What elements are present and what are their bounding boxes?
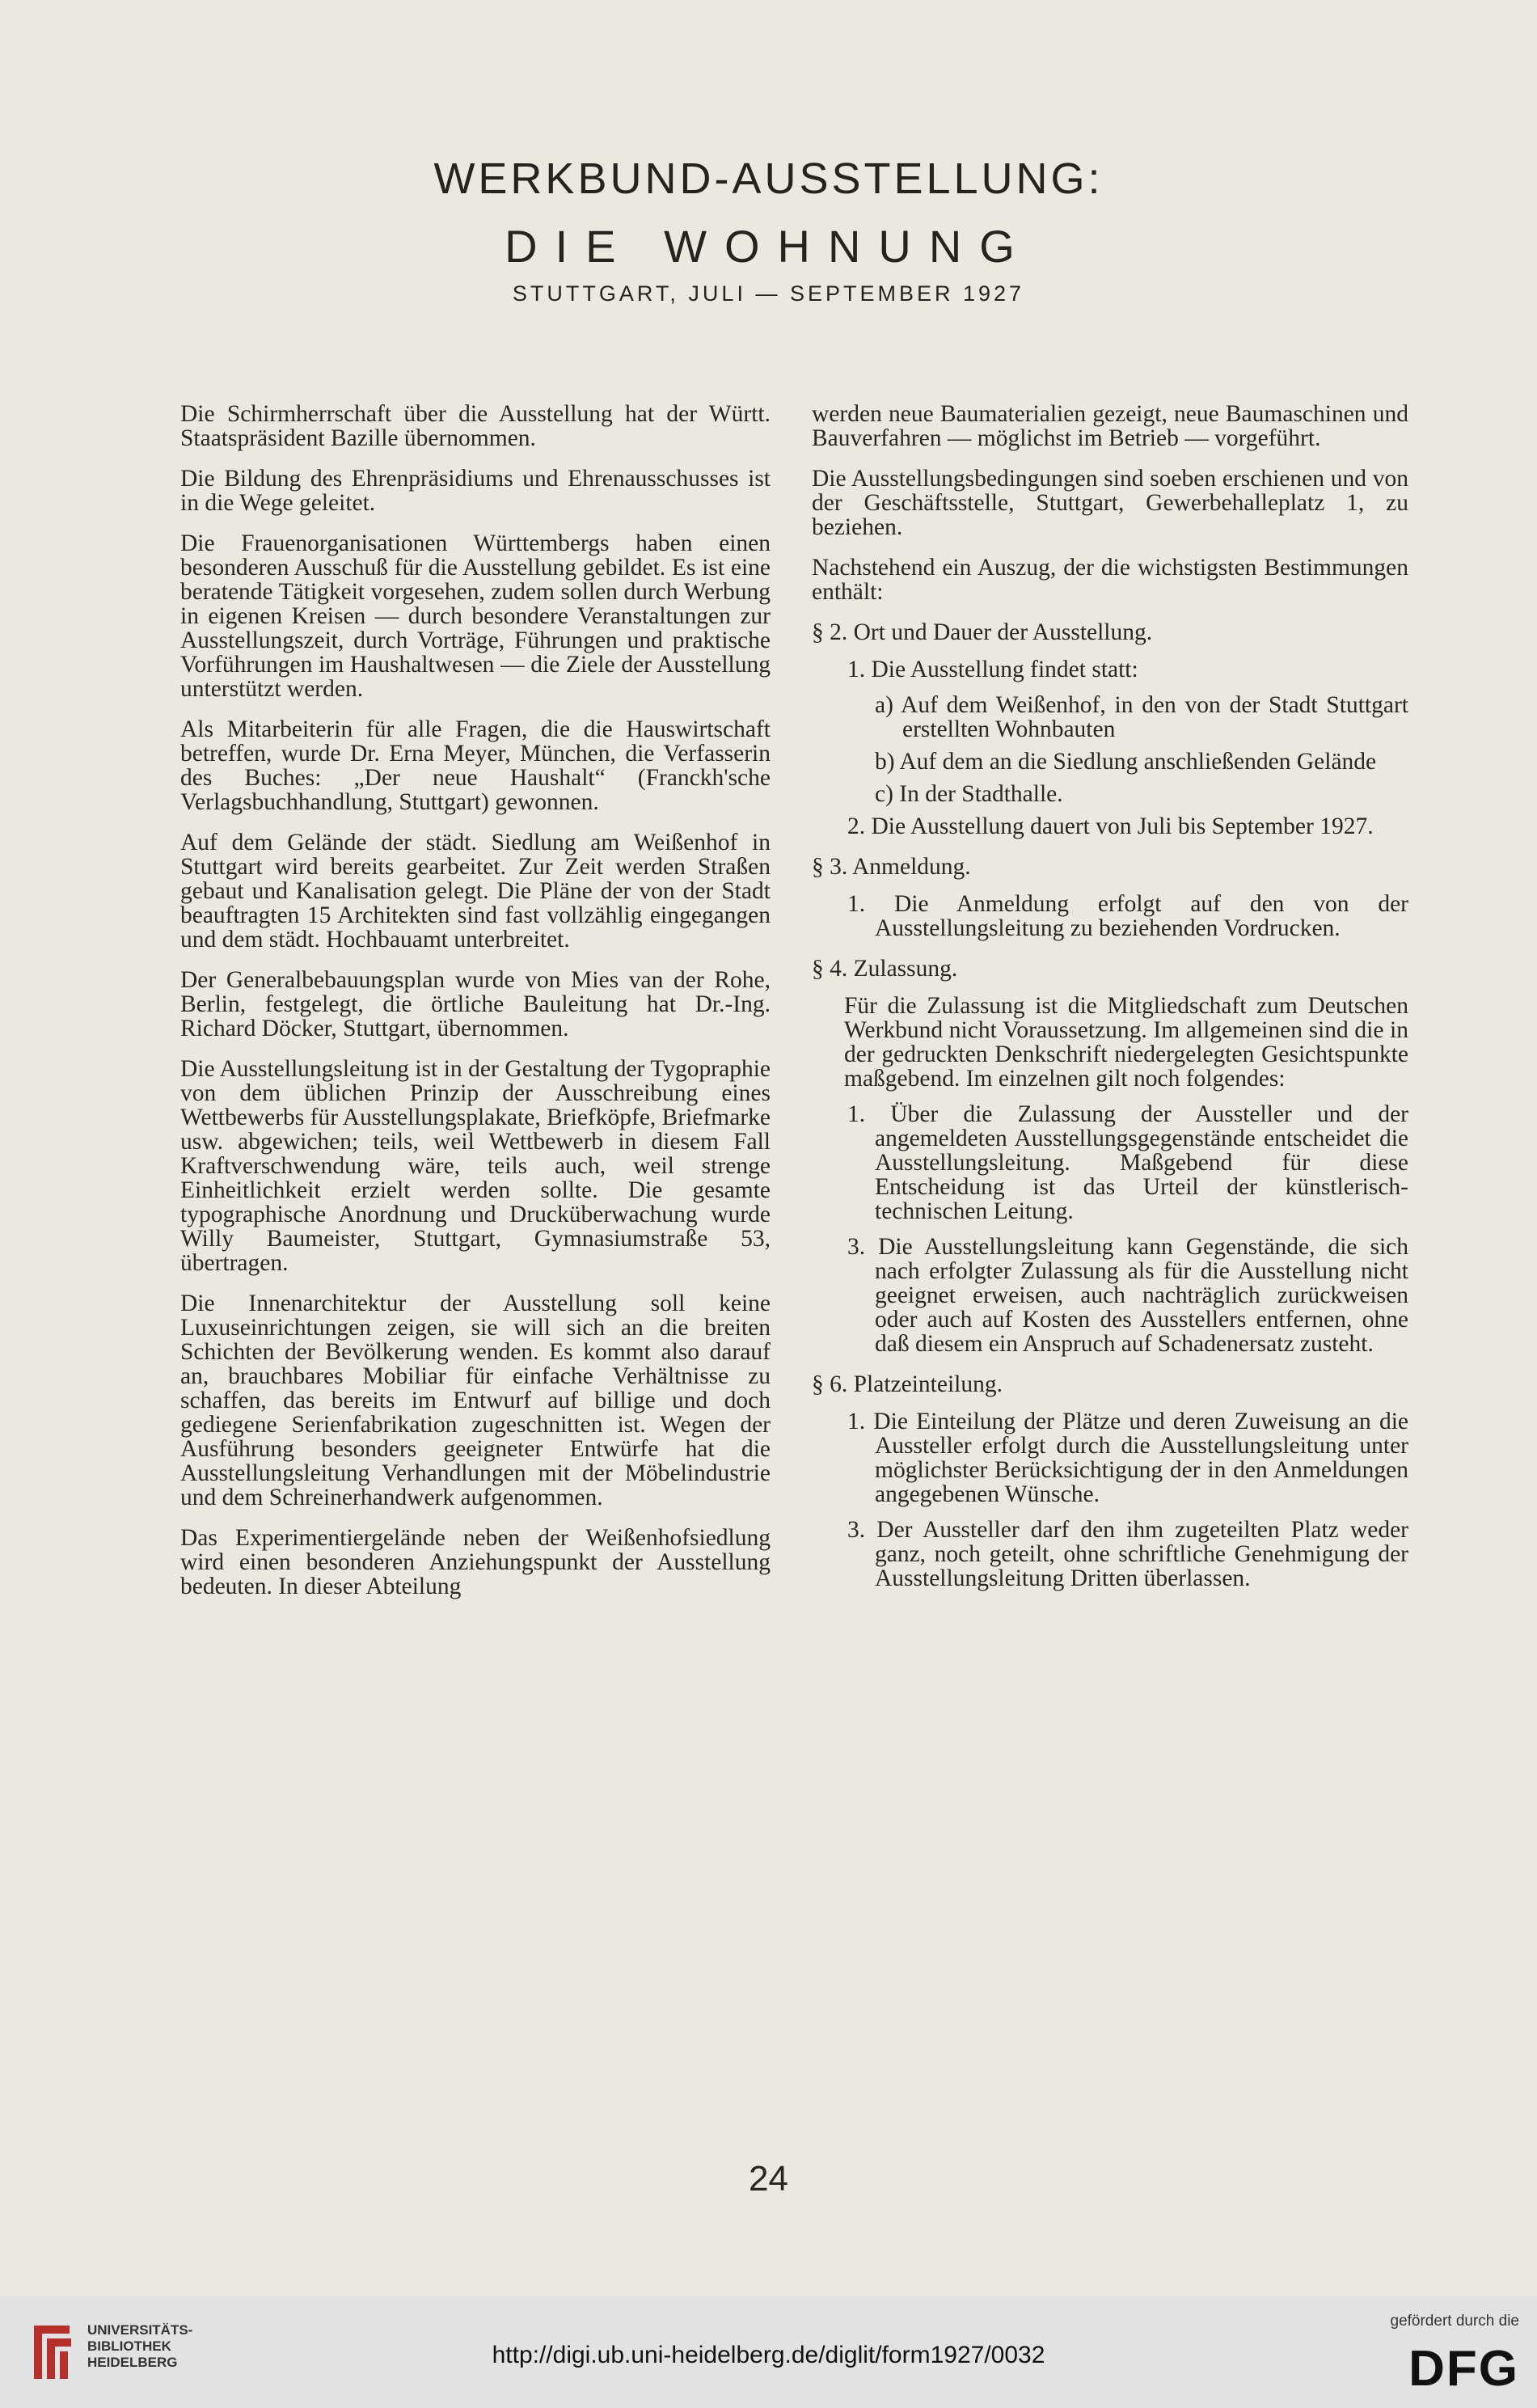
paragraph: Die Ausstellungsleitung ist in der Gestaltung der Tygopraphie von dem üblichen Prinzip der Ausschreibung eines Wettbewerbs für Ausstellungsplakate, Briefköpfe, Briefmarke usw. abgewichen; teils, weil Wettbewerb in diesem Fall Kraftverschwendung wäre, teils auch, weil strenge Einheitlichkeit erzielt werden sollte. Die gesamte typographische Anordnung und Drucküberwachung wurde Willy Baumeister, Stuttgart, Gymnasiumstraße 53, übertragen.	[180, 1056, 771, 1276]
paragraph: Als Mitarbeiterin für alle Fragen, die die Hauswirtschaft betreffen, wurde Dr. Erna Meyer, München, die Verfasserin des Buches: „Der neue Haushalt“ (Franckh'sche Verlagsbuchhandlung, Stuttgart) gewonnen.	[180, 716, 771, 815]
clause: 3. Der Aussteller darf den ihm zugeteilten Platz weder ganz, noch geteilt, ohne schriftliche Genehmigung der Ausstellungsleitung Dritten überlassen.	[847, 1517, 1408, 1591]
library-name: UNIVERSITÄTS- BIBLIOTHEK HEIDELBERG	[87, 2322, 193, 2370]
right-column	[812, 402, 1408, 1602]
clause: 2. Die Ausstellung dauert von Juli bis September 1927.	[847, 813, 1374, 839]
clause-text: Für die Zulassung ist die Mitgliedschaft zum Deutschen Werkbund nicht Voraussetzung. Im allgemeinen sind die in der gedruckten Denkschrift niedergelegten Gesichtspunkte maßgebend. Im einzelnen gilt noch folgendes:	[844, 993, 1408, 1092]
paragraph: Die Bildung des Ehrenpräsidiums und Ehrenausschusses ist in die Wege geleitet.	[180, 466, 771, 516]
subclause: b) Auf dem an die Siedlung anschließenden Gelände	[875, 749, 1377, 775]
exhibition-dates: STUTTGART, JULI — SEPTEMBER 1927	[512, 281, 1025, 306]
page-number: 24	[749, 2159, 788, 2199]
paragraph: Die Frauenorganisationen Württembergs haben einen besonderen Ausschuß für die Ausstellung gebildet. Es ist eine beratende Tätigkeit vorgesehen, zudem sollen durch Werbung in eigenen Kreisen — durch besondere Veranstaltungen zur Ausstellungszeit, durch Vorträge, Führungen und praktische Vorführungen im Haushaltwesen — die Ziele der Ausstellung unterstützt werden.	[180, 530, 771, 702]
paragraph: werden neue Baumaterialien gezeigt, neue Baumaschinen und Bauverfahren — möglichst im Betrieb — vorgeführt.	[812, 401, 1408, 451]
funding-note: gefördert durch die	[1390, 2313, 1519, 2330]
clause: 1. Die Anmeldung erfolgt auf den von der Ausstellungsleitung zu beziehenden Vordrucken.	[847, 891, 1408, 941]
paragraph: Der Generalbebauungsplan wurde von Mies van der Rohe, Berlin, festgelegt, die örtliche Bauleitung hat Dr.-Ing. Richard Döcker, Stuttgart, übernommen.	[180, 967, 771, 1041]
clause: 1. Die Ausstellung findet statt:	[847, 657, 1138, 682]
paragraph: Die Ausstellungsbedingungen sind soeben erschienen und von der Geschäftsstelle, Stuttgart, Gewerbehalleplatz 1, zu beziehen.	[812, 466, 1408, 540]
exhibition-title: WERKBUND-AUSSTELLUNG:	[433, 154, 1104, 203]
clause: 1. Die Einteilung der Plätze und deren Zuweisung an die Aussteller erfolgt durch die Ausstellungsleitung unter möglichster Berücksichtigung der in den Anmeldungen angegebenen Wünsche.	[847, 1409, 1408, 1507]
left-column	[180, 402, 771, 1615]
section-heading: § 2. Ort und Dauer der Ausstellung.	[812, 619, 1153, 645]
clause: 3. Die Ausstellungsleitung kann Gegenstände, die sich nach erfolgter Zulassung als für die Ausstellung nicht geeignet erweisen, auch nachträglich zurückweisen oder auch auf Kosten des Ausstellers entfernen, ohne daß diesem ein Anspruch auf Schadenersatz zusteht.	[847, 1234, 1408, 1357]
paragraph: Auf dem Gelände der städt. Siedlung am Weißenhof in Stuttgart wird bereits gearbeitet. Zur Zeit werden Straßen gebaut und Kanalisation gelegt. Die Pläne der von der Stadt beauftragten 15 Architekten sind fast vollzählig eingegangen und dem städt. Hochbauamt unterbreitet.	[180, 830, 771, 953]
digitization-footer	[0, 2296, 1537, 2408]
paragraph: Die Schirmherrschaft über die Ausstellung hat der Württ. Staatspräsident Bazille übernommen.	[180, 401, 771, 451]
subclause: c) In der Stadthalle.	[875, 781, 1063, 807]
exhibition-subtitle: DIE WOHNUNG	[505, 221, 1032, 272]
paragraph: Die Innenarchitektur der Ausstellung soll keine Luxuseinrichtungen zeigen, sie will sich an die breiten Schichten der Bevölkerung wenden. Es kommt also darauf an, brauchbares Mobiliar für einfache Verhältnisse zu schaffen, das bereits im Entwurf auf billige und doch gediegene Serienfabrikation zugeschnitten ist. Wegen der Ausführung besonders geeigneter Entwürfe hat die Ausstellungsleitung Verhandlungen mit der Möbelindustrie und dem Schreinerhandwerk aufgenommen.	[180, 1291, 771, 1510]
section-heading: § 3. Anmeldung.	[812, 854, 971, 880]
source-url-link[interactable]: http://digi.ub.uni-heidelberg.de/diglit/form1927/0032	[492, 2342, 1045, 2368]
clause: 1. Über die Zulassung der Aussteller und der angemeldeten Ausstellungsgegenstände entscheidet die Ausstellungsleitung. Maßgebend für diese Entscheidung ist das Urteil der künstlerisch-technischen Leitung.	[847, 1101, 1408, 1224]
paragraph: Nachstehend ein Auszug, der die wichstigsten Bestimmungen enthält:	[812, 555, 1408, 605]
section-heading: § 4. Zulassung.	[812, 956, 958, 982]
section-heading: § 6. Platzeinteilung.	[812, 1371, 1003, 1397]
dfg-logo: DFG	[1408, 2341, 1519, 2397]
subclause: a) Auf dem Weißenhof, in den von der Stadt Stuttgart erstellten Wohnbauten	[875, 692, 1408, 742]
paragraph: Das Experimentiergelände neben der Weißenhofsiedlung wird einen besonderen Anziehungspunkt der Ausstellung bedeuten. In dieser Abteilung	[180, 1525, 771, 1599]
